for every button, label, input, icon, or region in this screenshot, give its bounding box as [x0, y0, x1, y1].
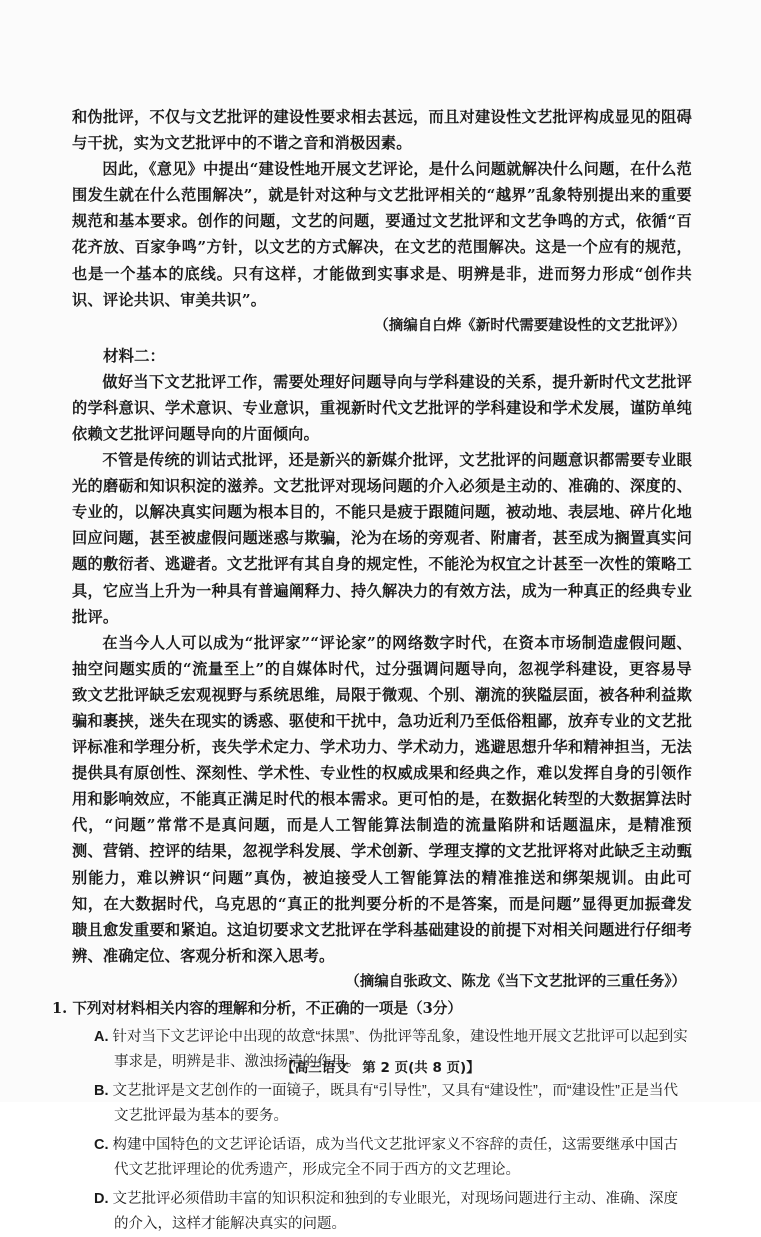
- passage2-paragraph-3: 在当今人人可以成为“批评家”“评论家”的网络数字时代，在资本市场制造虚假问题、抽空问题实质的“流量至上”的自媒体时代，过分强调问题导向，忽视学科建设，更容易导致文艺批评缺乏宏观视野与系统思维，局限于微观、个别、潮流的狭隘层面，被各种利益欺骗和裹挟，迷失在现实的诱惑、驱使和干扰中，急功近利乃至低俗粗鄙，放弃专业的文艺批评标准和学理分析，丧失学术定力、学术功力、学术动力，逃避思想升华和精神担当，无法提供具有原创性、深刻性、学术性、专业性的权威成果和经典之作，难以发挥自身的引领作用和影响效应，不能真正满足时代的根本需求。更可怕的是，在数据化转型的大数据算法时代，“问题”常常不是真问题，而是人工智能算法制造的流量陷阱和话题温床，是精准预测、营销、控评的结果，忽视学科发展、学术创新、学理支撑的文艺批评将对此缺乏主动甄别能力，难以辨识“问题”真伪，被迫接受人工智能算法的精准推送和绑架规训。由此可知，在大数据时代，乌克思的“真正的批判要分析的不是答案，而是问题”显得更加振聋发聩且愈发重要和紧迫。这迫切要求文艺批评在学科基础建设的前提下对相关问题进行仔细考辨、准确定位、客观分析和深入思考。: [72, 633, 692, 965]
- option-d-text: 文艺批评必须借助丰富的知识积淀和独到的专业眼光，对现场问题进行主动、准确、深度的介入，这样才能解决真实的问题。: [112, 1190, 679, 1232]
- material-2-heading: 材料二：: [103, 345, 166, 365]
- passage2-paragraph-2: 不管是传统的训诂式批评，还是新兴的新媒介批评，文艺批评的问题意识都需要专业眼光的磨砺和知识积淀的滋养。文艺批评对现场问题的介入必须是主动的、准确的、深度的、专业的，以解决真实问题为根本目的，不能只是疲于跟随问题，被动地、表层地、碎片化地回应问题，甚至被虚假问题迷惑与欺骗，沦为在场的旁观者、附庸者，甚至成为搁置真实问题的敷衍者、逃避者。文艺批评有其自身的规定性，不能沦为权宜之计甚至一次性的策略工具，它应当上升为一种具有普遍阐释力、持久解决力的有效方法，成为一种真正的经典专业批评。: [72, 451, 692, 626]
- option-c-text: 构建中国特色的文艺评论话语，成为当代文艺批评家义不容辞的责任，这需要继承中国古代文艺批评理论的优秀遗产，形成完全不同于西方的文艺理论。: [112, 1136, 679, 1178]
- option-b-letter: B.: [94, 1082, 109, 1099]
- page-footer: 【高三语文 第 2 页(共 8 页)】: [281, 1060, 480, 1076]
- option-d: [72, 1187, 692, 1237]
- passage1-paragraph-2: 因此，《意见》中提出“建设性地开展文艺评论，是什么问题就解决什么问题，在什么范围发生就在什么范围解决”，就是针对这种与文艺批评相关的“越界”乱象特别提出来的重要规范和基本要求。创作的问题，文艺的问题，要通过文艺批评和文艺争鸣的方式，依循“百花齐放、百家争鸣”方针，以文艺的方式解决，在文艺的范围解决。这是一个应有的规范，也是一个基本的底线。只有这样，才能做到实事求是、明辨是非，进而努力形成“创作共识、评论共识、审美共识”。: [72, 160, 692, 309]
- option-c: [72, 1133, 692, 1183]
- option-b-text: 文艺批评是文艺创作的一面镜子，既具有“引导性”，又具有“建设性”，而“建设性”正是当代文艺批评最为基本的要务。: [112, 1082, 678, 1124]
- option-b: [72, 1079, 692, 1129]
- passage1-paragraph-continued: 和伪批评，不仅与文艺批评的建设性要求相去甚远，而且对建设性文艺批评构成显见的阻碍与干扰，实为文艺批评中的不谐之音和消极因素。: [72, 108, 692, 153]
- option-a-text: 针对当下文艺评论中出现的故意“抹黑”、伪批评等乱象，建设性地开展文艺批评可以起到实事求是，明辨是非、激浊扬清的作用。: [112, 1028, 688, 1070]
- option-a-letter: A.: [94, 1028, 109, 1045]
- passage1-source: （摘编自白烨《新时代需要建设性的文艺批评》）: [374, 316, 686, 334]
- passage2-source: （摘编自张政文、陈龙《当下文艺批评的三重任务》）: [345, 972, 686, 990]
- question-1-stem: 1. 下列对材料相关内容的理解和分析，不正确的一项是（3分）: [52, 999, 462, 1017]
- option-d-letter: D.: [94, 1190, 109, 1207]
- option-c-letter: C.: [94, 1136, 109, 1153]
- passage2-paragraph-1: 做好当下文艺批评工作，需要处理好问题导向与学科建设的关系，提升新时代文艺批评的学科意识、学术意识、专业意识，重视新时代文艺批评的学科建设和学术发展，谨防单纯依赖文艺批评问题导向的片面倾向。: [72, 372, 692, 443]
